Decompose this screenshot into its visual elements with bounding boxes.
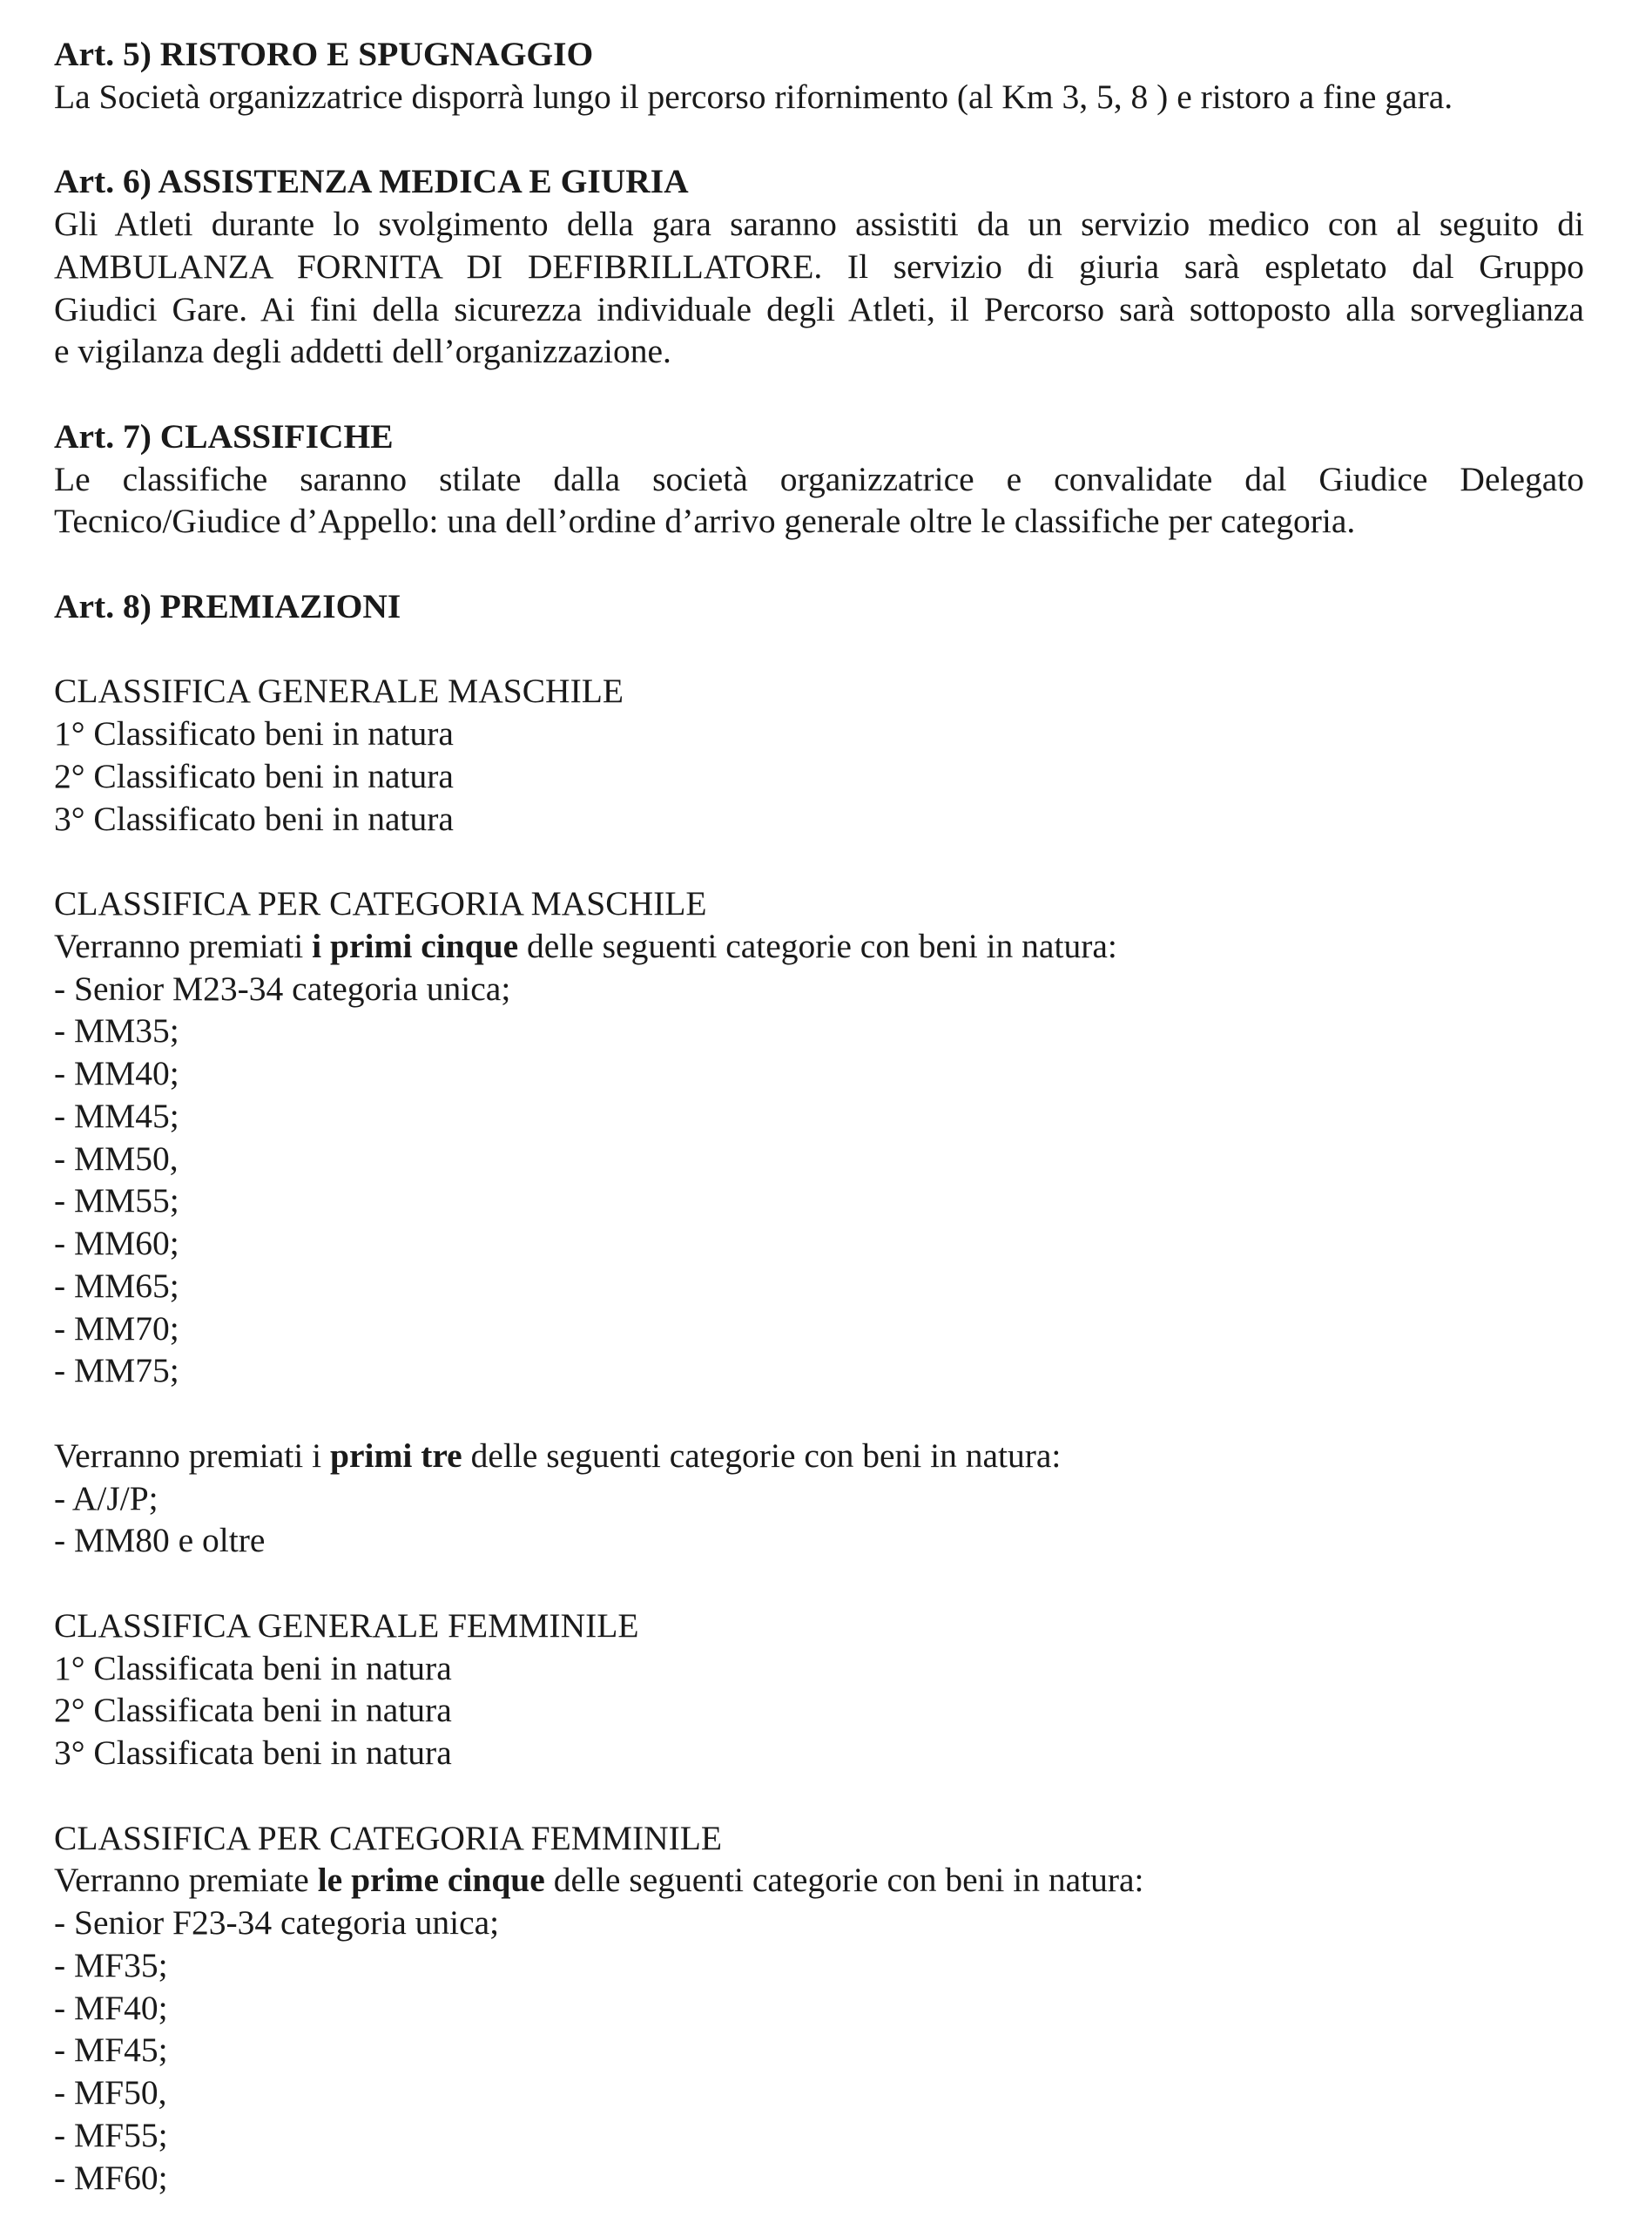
list-item: - MM80 e oltre xyxy=(54,1521,266,1560)
list-item: - Senior M23-34 categoria unica; xyxy=(54,969,511,1008)
article-6-body-line: e vigilanza degli addetti dell’organizzazione. xyxy=(54,332,671,371)
list-item: 3° Classificato beni in natura xyxy=(54,799,454,838)
list-item: 1° Classificata beni in natura xyxy=(54,1648,452,1687)
list-item: - MF35; xyxy=(54,1945,168,1984)
list-item: - MM75; xyxy=(54,1351,179,1390)
blank-line xyxy=(54,118,1584,161)
list-item: 3° Classificata beni in natura xyxy=(54,1733,452,1772)
list-item: - MM70; xyxy=(54,1308,179,1348)
blank-line xyxy=(54,543,1584,585)
article-5-title: Art. 5) RISTORO E SPUGNAGGIO xyxy=(54,35,594,73)
intro-suffix: delle seguenti categorie con beni in natura: xyxy=(462,1436,1062,1475)
list-item: 2° Classificato beni in natura xyxy=(54,756,454,795)
list-item: - MF40; xyxy=(54,1988,168,2027)
article-7-title: Art. 7) CLASSIFICHE xyxy=(54,416,394,456)
male-general-heading: CLASSIFICA GENERALE MASCHILE xyxy=(54,672,624,711)
list-item: 1° Classificato beni in natura xyxy=(54,714,454,753)
blank-line xyxy=(54,1774,1584,1817)
list-item: - MM45; xyxy=(54,1096,179,1135)
article-6-body-line: AMBULANZA FORNITA DI DEFIBRILLATORE. Il servizio di giuria sarà espletato dal Gruppo xyxy=(54,247,1584,286)
list-item: - Senior F23-34 categoria unica; xyxy=(54,1903,500,1942)
list-item: - MF60; xyxy=(54,2158,168,2197)
blank-line xyxy=(54,1392,1584,1435)
article-7-body-line: Tecnico/Giudice d’Appello: una dell’ordine d’arrivo generale oltre le classifiche per categoria. xyxy=(54,502,1356,541)
blank-line xyxy=(54,840,1584,882)
male-general-ranking xyxy=(54,670,1584,840)
male-category-intro xyxy=(54,925,1584,968)
list-item: - MM65; xyxy=(54,1266,179,1305)
article-5-section xyxy=(54,33,1584,118)
male-top3-intro xyxy=(54,1435,1584,1477)
article-6-section xyxy=(54,160,1584,373)
female-category-intro xyxy=(54,1859,1584,1902)
article-6-body-line: Gli Atleti durante lo svolgimento della gara saranno assistiti da un servizio medico con al seguito di xyxy=(54,205,1584,243)
article-7-body-line: Le classifiche saranno stilate dalla società organizzatrice e convalidate dal Giudice Delegato xyxy=(54,459,1584,498)
list-item: - MF45; xyxy=(54,2031,168,2070)
female-general-ranking xyxy=(54,1605,1584,1774)
list-item: - MM50, xyxy=(54,1139,179,1178)
list-item: - MF55; xyxy=(54,2115,168,2154)
article-8-title: Art. 8) PREMIAZIONI xyxy=(54,586,401,625)
article-5-body: La Società organizzatrice disporrà lungo il percorso rifornimento (al Km 3, 5, 8 ) e ristoro a fine gara. xyxy=(54,77,1453,116)
article-6-body-line: Giudici Gare. Ai fini della sicurezza individuale degli Atleti, il Percorso sarà sottoposto alla sorveglianza xyxy=(54,289,1584,328)
intro-suffix: delle seguenti categorie con beni in natura: xyxy=(518,926,1117,965)
intro-bold-text: le prime cinque xyxy=(317,1861,545,1900)
blank-line xyxy=(54,628,1584,671)
intro-prefix: Verranno premiati i xyxy=(54,1436,330,1475)
blank-line xyxy=(54,373,1584,416)
intro-bold-text: primi tre xyxy=(329,1436,462,1475)
list-item: - MM60; xyxy=(54,1224,179,1262)
intro-bold-text: i primi cinque xyxy=(312,926,519,965)
female-general-heading: CLASSIFICA GENERALE FEMMINILE xyxy=(54,1605,639,1645)
article-7-section xyxy=(54,416,1584,543)
list-item: - MF50, xyxy=(54,2073,167,2112)
list-item: - MM55; xyxy=(54,1181,179,1220)
article-6-title: Art. 6) ASSISTENZA MEDICA E GIURIA xyxy=(54,162,689,201)
female-category-heading: CLASSIFICA PER CATEGORIA FEMMINILE xyxy=(54,1818,723,1857)
list-item: - MM40; xyxy=(54,1054,179,1092)
intro-prefix: Verranno premiate xyxy=(54,1861,318,1900)
male-top3-ranking xyxy=(54,1435,1584,1562)
intro-prefix: Verranno premiati xyxy=(54,926,313,965)
male-category-ranking xyxy=(54,882,1584,1392)
female-category-ranking xyxy=(54,1817,1584,2200)
list-item: - A/J/P; xyxy=(54,1478,158,1517)
list-item: - MM35; xyxy=(54,1011,179,1051)
blank-line xyxy=(54,1562,1584,1605)
male-category-heading: CLASSIFICA PER CATEGORIA MASCHILE xyxy=(54,884,707,922)
intro-suffix: delle seguenti categorie con beni in natura: xyxy=(544,1861,1144,1900)
list-item: 2° Classificata beni in natura xyxy=(54,1691,452,1730)
article-8-section xyxy=(54,585,1584,2200)
